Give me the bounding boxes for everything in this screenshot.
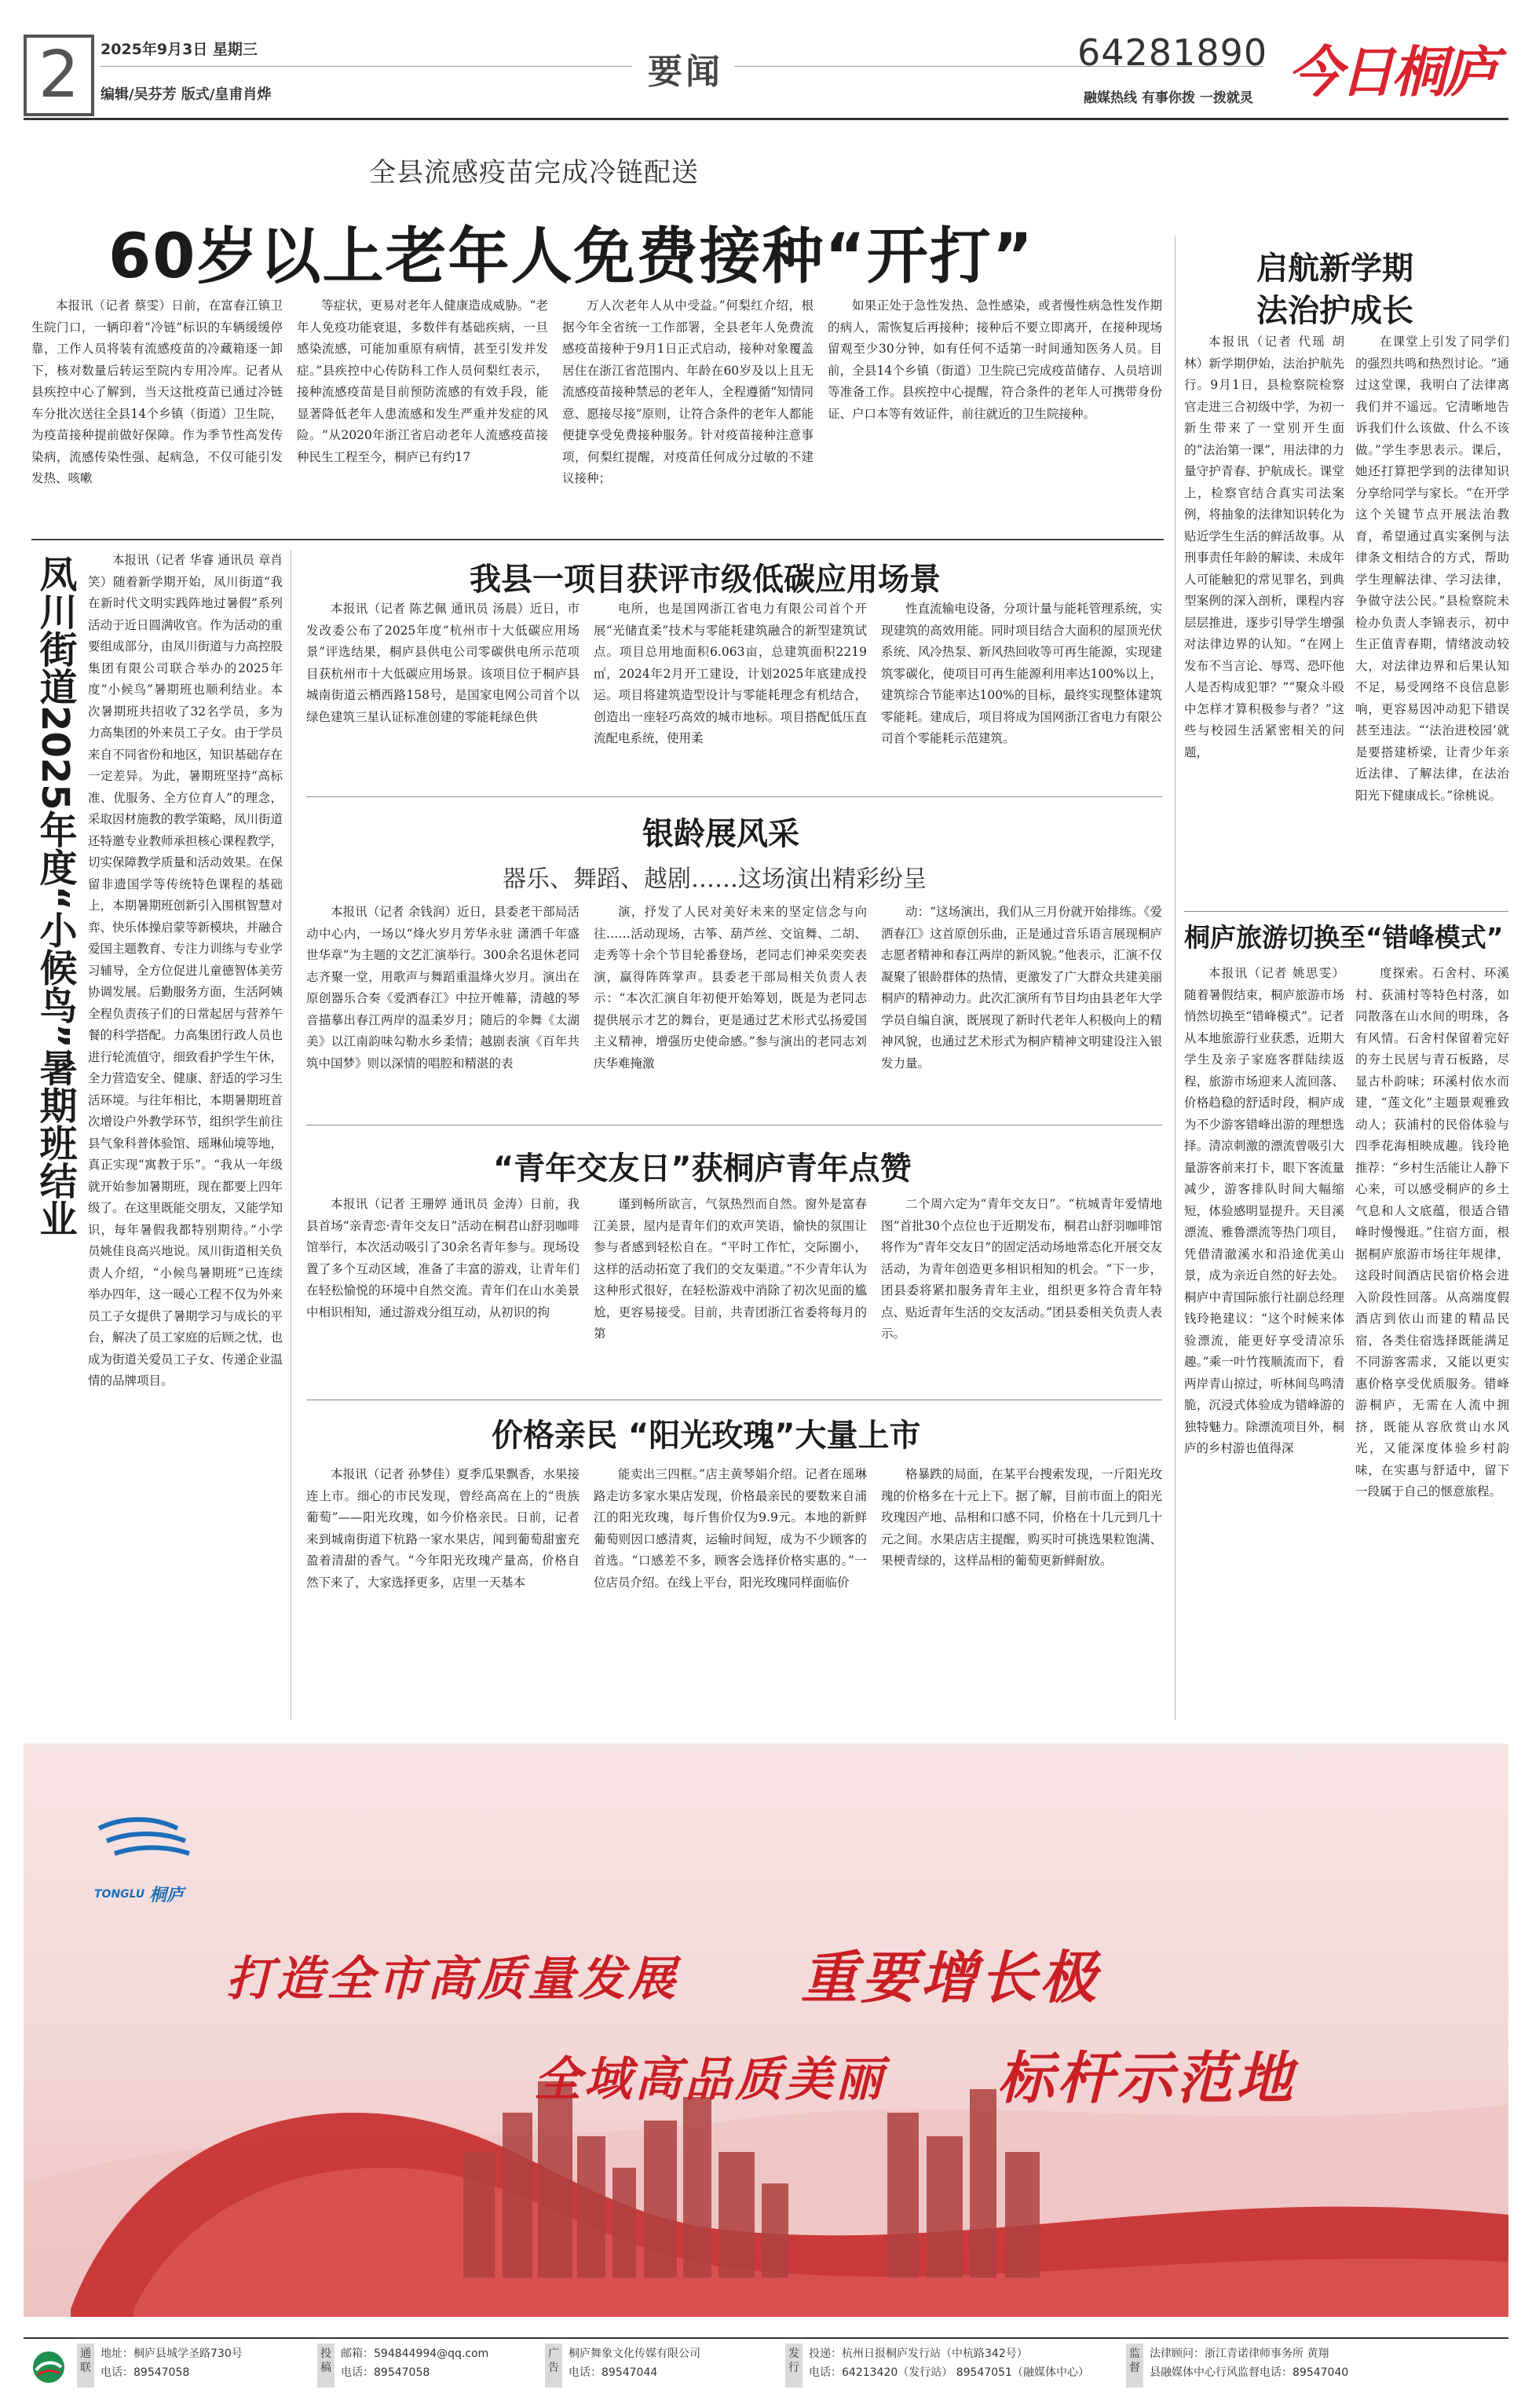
footer-legal: 法律顾问：浙江青诺律师事务所 黄翔 (1150, 2348, 1329, 2360)
footer-distribution-phone: 电话：64213420（发行站） 89547051（融媒体中心） (809, 2366, 1089, 2379)
issue-date: 2025年9月3日 星期三 (101, 41, 258, 58)
rose-col-3: 格暴跌的局面，在某平台搜索发现，一斤阳光玫瑰的价格多在十元上下。据了解，目前市面上的阳光玫瑰因产地、品相和口感不同，价格在十几元到几十元之间。水果店店主提醒，购买时可挑选果粒饱满、果梗青绿的，这样品相的葡萄更新鲜耐放。 (881, 1467, 1162, 1568)
rose-headline: 价格亲民 “阳光玫瑰”大量上市 (492, 1418, 921, 1454)
youth-headline: “青年交友日”获桐庐青年点赞 (493, 1151, 912, 1187)
lowcarbon-col-2: 电所，也是国网浙江省电力有限公司首个开展“光储直柔”技术与零能耗建筑融合的新型建筑试点。项目总用地面积6.063亩，总建筑面积2219㎡，2024年2月开工建设，计划2025年底建成投运。项目将建筑造型设计与零能耗理念有机结合，创造出一座轻巧高效的城市地标。项目搭配低压直流配电系统，使用柔 (594, 602, 867, 745)
lowcarbon-col-3: 性直流输电设备，分项计量与能耗管理系统，实现建筑的高效用能。同时项目结合大面积的屋顶光伏系统、风冷热泵、新风热回收等可再生能源，实现建筑零碳化，使项目可再生能源利用率达100%以上，建筑综合节能率达100%的目标，最终实现整体建筑零能耗。建成后，项目将成为国网浙江省电力有限公司首个零能耗示范建筑。 (881, 602, 1162, 745)
footer-phone-3: 电话：89547044 (569, 2366, 658, 2379)
lowcarbon-col-1: 本报讯（记者 陈艺佩 通讯员 汤晨）近日，市发改委公布了2025年度“杭州市十大低碳应用场景”评选结果，桐庐县供电公司零碳供电所示范项目获杭州市十大低碳应用场景。该项目位于桐庐县城南街道云栖西路158号，是国家电网公司首个以绿色建筑三星认证标准创建的零能耗绿色供 (306, 602, 580, 724)
lead-col-3: 万人次老年人从中受益。”何梨红介绍，根据今年全省统一工作部署，全县老年人免费流感疫苗接种于9月1日正式启动，接种对象覆盖居住在浙江省范围内、年龄在60岁及以上且无流感疫苗接种禁忌的老年人，全程遵循“知情同意、愿接尽接”原则，让符合条件的老年人都能便捷享受免费接种服务。针对疫苗接种注意事项，何梨红提醒，对疫苗任何成分过敏的不建议接种； (562, 298, 814, 485)
right1-headline-line2: 法治护成长 (1256, 293, 1413, 329)
right1-col-1: 本报讯（记者 代瑶 胡 林）新学期伊始，法治护航先行。9月1日，县检察院检察官走进三合初级中学，为初一新生带来了一堂别开生面的“法治第一课”，用法律的力量守护青春、护航成长。课堂上，检察官结合真实司法案例，将抽象的法律知识转化为贴近学生生活的鲜活故事。从刑事责任年龄的解读、未成年人可能触犯的常见罪名，到典型案例的深入剖析，课程内容层层推进，逐步引导学生增强对法律边界的认知。“在网上发布不当言论、辱骂、恐吓他人是否构成犯罪？”“聚众斗殴中怎样才算积极参与者？”这些与校园生活紧密相关的问题， (1184, 335, 1344, 759)
silver-col-2: 演，抒发了人民对美好未来的坚定信念与向往……活动现场，古筝、葫芦丝、交谊舞、二胡、走秀等十余个节目轮番登场，老同志们神采奕奕表演，赢得阵阵掌声。县委老干部局相关负责人表示：“本次汇演自年初便开始筹划，既是为老同志提供展示才艺的舞台，更是通过艺术形式弘扬爱国主义精神，增强历史使命感。”参与演出的老同志刘庆华难掩激 (594, 905, 867, 1070)
lead-headline: 60岁以上老年人免费接种“开打” (108, 221, 1035, 292)
ad-slogan2-part1: 全域高品质美丽 (534, 2052, 886, 2107)
hotline-number: 64281890 (1077, 31, 1268, 74)
footer-phone-1: 电话：89547058 (101, 2366, 190, 2379)
media-center-logo-icon (31, 2350, 66, 2384)
right2-col-2: 度探索。石舍村、环溪村、荻浦村等特色村落，如同散落在山水间的明珠，各有风情。石舍村保留着完好的夯土民居与青石板路，尽显古朴韵味；环溪村依水而建，“莲文化”主题景观雅致动人；荻浦村的民俗体验与四季花海相映成趣。钱玲艳推荐：“乡村生活能让人静下心来，可以感受桐庐的乡土气息和人文底蕴，很适合错峰时慢慢逛。”住宿方面，根据桐庐旅游市场往年规律，这段时间酒店民宿价格会进入阶段性回落。从高端度假酒店到依山而建的精品民宿，各类住宿选择既能满足不同游客需求，又能以更实惠价格享受优质服务。错峰游桐庐，无需在人流中拥挤，既能从容欣赏山水风光，又能深度体验乡村韵味，在实惠与舒适中，留下一段属于自己的惬意旅程。 (1355, 966, 1509, 1499)
advertisement-banner (24, 1744, 1508, 2317)
right1-col-2: 在课堂上引发了同学们的强烈共鸣和热烈讨论。“通过这堂课，我明白了法律离我们并不遥远。它清晰地告诉我们什么该做、什么不该做。”学生李思表示。课后，她还打算把学到的法律知识分享给同学与家长。“在开学这个关键节点开展法治教育，希望通过真实案例与法律条文相结合的方式，帮助学生理解法律、学习法律，争做守法公民。”县检察院未检办负责人李锦表示，初中生正值青春期，情绪波动较大，对法律边界和后果认知不足，易受网络不良信息影响，更容易因冲动犯下错误甚至违法。“‘法治进校园’就是要搭建桥梁，让青少年亲近法律、了解法律，在法治阳光下健康成长。”徐桃说。 (1355, 335, 1509, 803)
footer-tag-distribution: 发行 (785, 2344, 803, 2388)
youth-col-3: 二个周六定为“青年交友日”。“杭城青年爱情地图”首批30个点位也于近期发布，桐君山舒羽咖啡馆将作为“青年交友日”的固定活动场地常态化开展交友活动，为青年创造更多相识相知的机会。“下一步，团县委将紧扣服务青年主业，组织更多符合青年特点、贴近青年生活的交友活动。”团县委相关负责人表示。 (881, 1197, 1162, 1341)
silver-col-3: 动：“这场演出，我们从三月份就开始排练。《爱洒春江》这首原创乐曲，正是通过音乐语言展现桐庐志愿者精神和春江两岸的新风貌。”他表示，汇演不仅凝聚了银龄群体的热情，更激发了广大群众共建美丽桐庐的精神动力。此次汇演所有节目均由县老年大学学员自编自演，既展现了新时代老年人积极向上的精神风貌，也通过艺术形式为桐庐精神文明建设注入银发力量。 (881, 905, 1162, 1070)
tonglu-logo-icon (91, 1813, 217, 1876)
ad-slogan1-part1: 打造全市高质量发展 (226, 1952, 678, 2007)
left-headline: 凤川街道2025年度“小候鸟”暑期班结业 (33, 554, 77, 1237)
page-number: 2 (24, 35, 94, 116)
footer-supervise-phone: 县融媒体中心行风监督电话：89547040 (1150, 2366, 1349, 2379)
section-title: 要闻 (648, 52, 723, 92)
silver-headline: 银龄展风采 (642, 816, 799, 852)
youth-col-2: 谨到畅所欲言，气氛热烈而自然。窗外是富春江美景，屋内是青年们的欢声笑语，愉快的氛围让参与者感到轻松自在。“平时工作忙，交际圈小，这样的活动拓宽了我们的交友渠道。”不少青年认为这种形式很好，在轻松游戏中消除了初次见面的尴尬，更容易接受。目前，共青团浙江省委将每月的第 (594, 1197, 867, 1341)
ad-logo-text-cn: 桐庐 (149, 1885, 185, 1905)
lead-col-4: 如果正处于急性发热、急性感染，或者慢性病急性发作期的病人，需恢复后再接种；接种后不要立即离开，在接种现场留观至少30分钟，如有任何不适第一时间通知医务人员。目前，全县14个乡镇（街道）卫生院已完成疫苗储存、人员培训等准备工作。县疾控中心提醒，符合条件的老年人可携带身份证、户口本等有效证件，前往就近的卫生院接种。 (828, 298, 1162, 421)
right1-headline-line1: 启航新学期 (1256, 251, 1413, 287)
right2-headline: 桐庐旅游切换至“错峰模式” (1184, 922, 1504, 953)
lead-kicker: 全县流感疫苗完成冷链配送 (369, 157, 699, 188)
footer-tag-supervise: 监督 (1126, 2344, 1143, 2388)
ad-slogan2-part2: 标杆示范地 (997, 2044, 1296, 2111)
footer-tag-ads: 广告 (545, 2344, 562, 2388)
footer-tag-contact: 通联 (77, 2344, 94, 2388)
hotline-slogan: 融媒热线 有事你拨 一拨就灵 (1084, 90, 1253, 106)
lead-col-2: 等症状，更易对老年人健康造成威胁。“老年人免疫功能衰退，多数伴有基础疾病，一旦感染流感，可能加重原有病情，甚至引发并发症。”县疾控中心传防科工作人员何梨红表示，接种流感疫苗是目前预防流感的有效手段，能显著降低老年人患流感和发生严重并发症的风险。“从2020年浙江省启动老年人流感疫苗接种民生工程至今，桐庐已有约17 (297, 298, 548, 464)
rose-col-2: 能卖出三四框。”店主黄琴娟介绍。记者在瑶琳路走访多家水果店发现，价格最亲民的要数来自浦江的阳光玫瑰，每斤售价仅为9.9元。本地的新鲜葡萄则因口感清爽，运输时间短，成为不少顾客的首选。“口感差不多，顾客会选择价格实惠的。”一位店员介绍。在线上平台，阳光玫瑰同样面临价 (594, 1467, 867, 1590)
ad-slogan1-part2: 重要增长极 (801, 1944, 1100, 2011)
lowcarbon-headline: 我县一项目获评市级低碳应用场景 (470, 562, 941, 598)
silver-subhead: 器乐、舞蹈、越剧……这场演出精彩纷呈 (503, 865, 927, 893)
youth-col-1: 本报讯（记者 王珊婷 通讯员 金涛）日前，我县首场“亲青恋·青年交友日”活动在桐君山舒羽咖啡馆举行，本次活动吸引了30余名青年参与。现场设置了多个互动区域，准备了丰富的游戏，让青年们在轻松愉悦的环境中自然交流。青年们在山水美景中相识相知，通过游戏分组互动，从初识的拘 (306, 1197, 580, 1319)
ad-background-art (24, 1744, 1508, 2317)
footer-tag-submit: 投稿 (317, 2344, 335, 2388)
editors-line: 编辑/吴芬芳 版式/皇甫肖烨 (101, 86, 272, 103)
rose-col-1: 本报讯（记者 孙梦佳）夏季瓜果飘香，水果接连上市。细心的市民发现，曾经高高在上的“贵族葡萄”——阳光玫瑰，如今价格亲民。日前，记者来到城南街道下杭路一家水果店，闻到葡萄甜蜜充盈着清甜的香气。“今年阳光玫瑰产量高，价格自然下来了，大家选择更多，店里一天基本 (306, 1467, 580, 1590)
lead-col-1: 本报讯（记者 蔡雯）日前，在富春江镇卫生院门口，一辆印着“冷链”标识的车辆缓缓停靠，工作人员将装有流感疫苗的冷藏箱逐一卸下，核对数量后转运至院内专用冷库。记者从县疾控中心了解到，当天这批疫苗已通过冷链车分批次送往全县14个乡镇（街道）卫生院，为疫苗接种提前做好保障。作为季节性高发传染病，流感传染性强、起病急，不仅可能引发发热、咳嗽 (31, 298, 283, 485)
ad-logo-text: TONGLU (94, 1888, 145, 1901)
newspaper-logo: 今日桐庐 (1288, 39, 1495, 104)
footer-distribution: 投递：杭州日报桐庐发行站（中杭路342号） (809, 2348, 1028, 2360)
footer-phone-2: 电话：89547058 (341, 2366, 430, 2379)
footer-ad-company: 桐庐舞象文化传媒有限公司 (569, 2348, 700, 2360)
footer-address: 地址：桐庐县城学圣路730号 (101, 2348, 243, 2360)
silver-col-1: 本报讯（记者 余钱润）近日，县委老干部局活动中心内，一场以“烽火岁月芳华永驻 潇洒千年盛世华章”为主题的文艺汇演举行。300余名退休老同志齐聚一堂，用歌声与舞蹈重温烽火岁月。演出在原创器乐合奏《爱洒春江》中拉开帷幕，清越的琴音描摹出春江两岸的温柔岁月；随后的伞舞《太湖美》以江南韵味勾勒水乡柔情；越剧表演《百年共筑中国梦》则以深情的唱腔和精湛的表 (306, 905, 580, 1070)
left-story-body: 本报讯（记者 华睿 通讯员 章肖笑）随着新学期开始，凤川街道“我在新时代文明实践阵地过暑假”系列活动于近日圆满收官。作为活动的重要组成部分，由凤川街道与力高控股集团有限公司联合举办的2025年度“小候鸟”暑期班也顺利结业。本次暑期班共招收了32名学员，多为力高集团的外来员工子女。由于学员来自不同省份和地区，知识基础存在一定差异。为此，暑期班坚持“高标准、优服务、全方位育人”的理念，采取因材施教的教学策略，凤川街道还特邀专业教师承担核心课程教学，切实保障教学质量和活动效果。在保留非遗国学等传统特色课程的基础上，本期暑期班创新引入围棋智慧对弈、快乐体操启蒙等新模块，并融合爱国主题教育、专注力训练与专业学习辅导，全方位促进儿童德智体美劳协调发展。后勤服务方面，生活阿姨全程负责孩子们的日常起居与营养午餐的科学搭配。力高集团行政人员也进行轮流值守，细致看护学生午休，全力营造安全、健康、舒适的学习生活环境。与往年相比，本期暑期班首次增设户外教学环节，组织学生前往县气象科普体验馆、瑶琳仙境等地，真正实现“寓教于乐”。“我从一年级就开始参加暑期班，现在都要上四年级了。在这里既能交朋友，又能学知识，每年暑假我都特别期待。”小学员姚佳良高兴地说。凤川街道相关负责人介绍，“小候鸟暑期班”已连续举办四年，这一暖心工程不仅为外来员工子女提供了暑期学习与成长的平台，解决了员工家庭的后顾之忧，也成为街道关爱员工子女、传递企业温情的品牌项目。 (88, 553, 283, 1388)
footer-email: 邮箱：594844994@qq.com (341, 2348, 489, 2360)
right2-col-1: 本报讯（记者 姚思雯）随着暑假结束，桐庐旅游市场悄然切换至“错峰模式”。记者从本地旅游行业获悉，近期大学生及亲子家庭客群陆续返程，旅游市场迎来人流回落、价格趋稳的舒适时段，桐庐成为不少游客错峰出游的理想选择。清凉刺激的漂流曾吸引大量游客前来打卡，眼下客流量减少，游客排队时间大幅缩短，体验感明显提升。天目溪漂流、雅鲁漂流等热门项目，凭借清澈溪水和沿途优美山景，成为亲近自然的好去处。桐庐中青国际旅行社副总经理钱玲艳建议：“这个时候来体验漂流，能更好享受清凉乐趣。”乘一叶竹筏顺流而下，看两岸青山掠过，听林间鸟鸣清脆，沉浸式体验成为错峰游的独特魅力。除漂流项目外，桐庐的乡村游也值得深 (1184, 966, 1344, 1455)
